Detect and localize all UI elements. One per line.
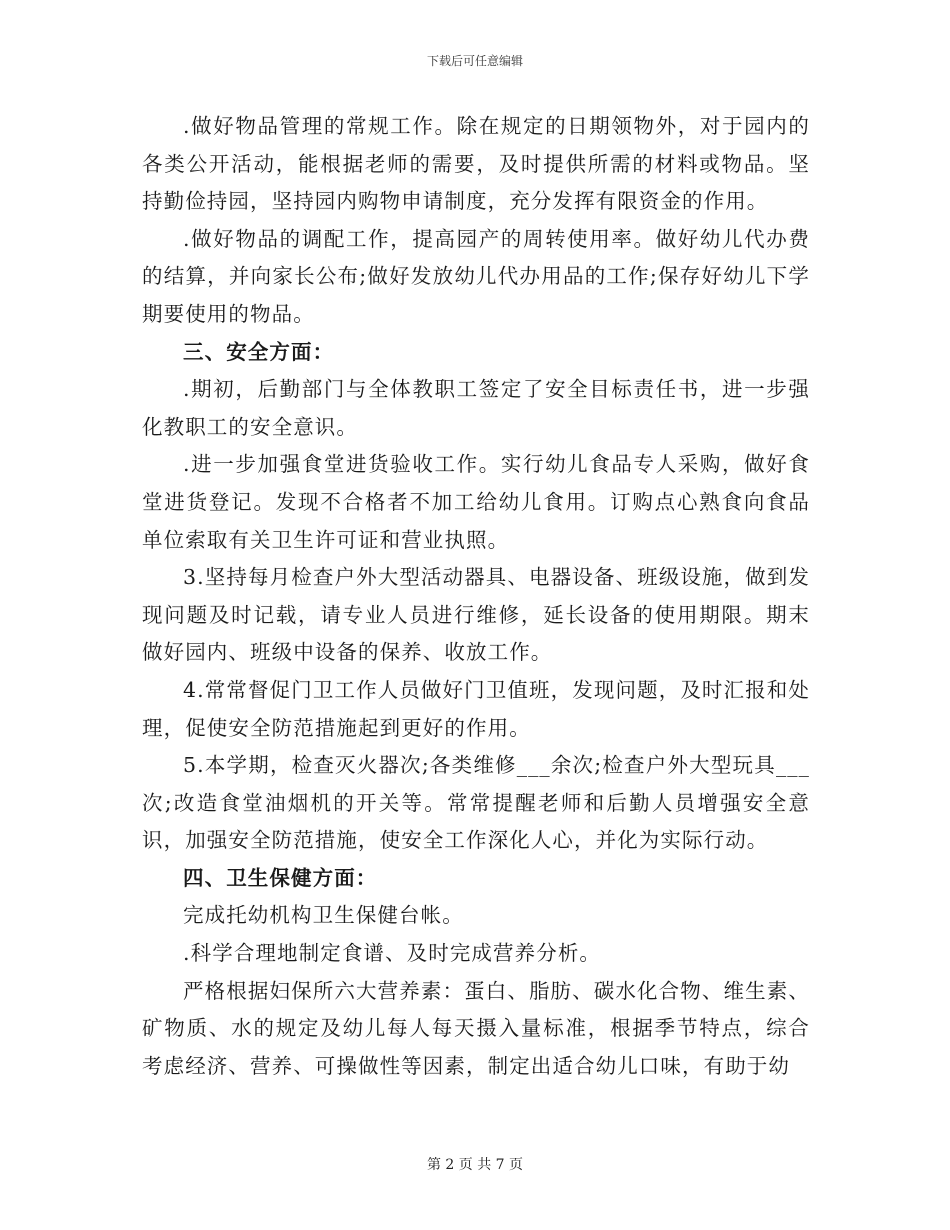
document-body xyxy=(142,108,810,1085)
paragraph-guard-duty: 4.常常督促门卫工作人员做好门卫值班，发现问题，及时汇报和处理，促使安全防范措施起到更好的作用。 xyxy=(142,677,810,740)
page-footer: 第 2 页 共 7 页 xyxy=(426,1157,524,1173)
paragraph-safety-responsibility: .期初，后勤部门与全体教职工签定了安全目标责任书，进一步强化教职工的安全意识。 xyxy=(142,377,810,439)
paragraph-goods-allocation: .做好物品的调配工作，提高园产的周转使用率。做好幼儿代办费的结算，并向家长公布;做好发放幼儿代办用品的工作;保存好幼儿下学期要使用的物品。 xyxy=(142,226,810,326)
paragraph-canteen-inspection: .进一步加强食堂进货验收工作。实行幼儿食品专人采购，做好食堂进货登记。发现不合格者不加工给幼儿食用。订购点心熟食向食品单位索取有关卫生许可证和营业执照。 xyxy=(142,452,810,552)
paragraph-nutrition-standards: 严格根据妇保所六大营养素：蛋白、脂肪、碳水化合物、维生素、矿物质、水的规定及幼儿每人每天摄入量标准，根据季节特点，综合考虑经济、营养、可操做性等因素，制定出适合幼儿口味，有助于幼 xyxy=(142,978,810,1078)
page-header: 下载后可任意编辑 xyxy=(426,54,523,68)
paragraph-semester-inspection: 5.本学期，检查灭火器次;各类维修___余次;检查户外大型玩具___次;改造食堂油烟机的开关等。常常提醒老师和后勤人员增强安全意识，加强安全防范措施，使安全工作深化人心，并化为实际行动。 xyxy=(142,753,810,853)
paragraph-goods-management: .做好物品管理的常规工作。除在规定的日期领物外，对于园内的各类公开活动，能根据老师的需要，及时提供所需的材料或物品。坚持勤俭持园，坚持园内购物申请制度，充分发挥有限资金的作用。 xyxy=(142,114,810,214)
paragraph-equipment-check: 3.坚持每月检查户外大型活动器具、电器设备、班级设施，做到发现问题及时记载，请专业人员进行维修，延长设备的使用期限。期末做好园内、班级中设备的保养、收放工作。 xyxy=(142,565,810,665)
paragraph-menu-planning: .科学合理地制定食谱、及时完成营养分析。 xyxy=(183,941,602,966)
paragraph-health-ledger: 完成托幼机构卫生保健台帐。 xyxy=(183,903,464,928)
section-heading-health: 四、卫生保健方面： xyxy=(183,865,378,890)
section-heading-safety: 三、安全方面： xyxy=(183,339,335,364)
